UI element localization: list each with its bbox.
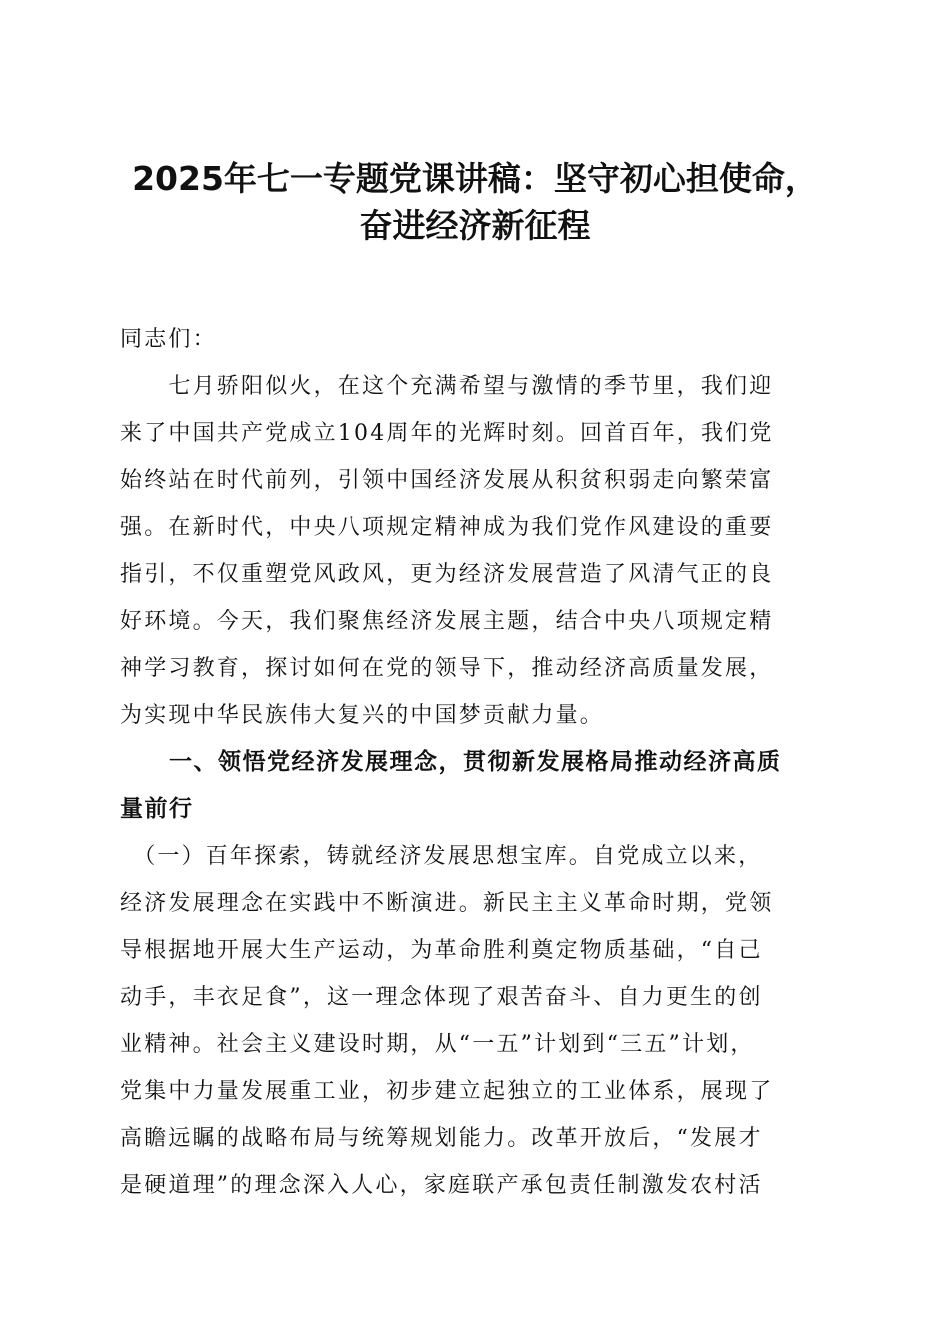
title-line-1: 2025年七一专题党课讲稿：坚守初心担使命， bbox=[132, 159, 818, 198]
document-title bbox=[110, 155, 840, 249]
section-heading-line: 一、领悟党经济发展理念，贯彻新发展格局推动经济高质 bbox=[120, 749, 782, 775]
subsection-paragraph bbox=[120, 833, 835, 1209]
section-heading-line: 量前行 bbox=[120, 796, 194, 822]
intro-line: 好环境。今天，我们聚焦经济发展主题，结合中央八项规定精 bbox=[120, 609, 774, 634]
subsection-line: 党集中力量发展重工业，初步建立起独立的工业体系，展现了 bbox=[120, 1079, 774, 1104]
intro-line: 来了中国共产党成立104周年的光辉时刻。回首百年，我们党 bbox=[120, 421, 774, 446]
intro-line: 七月骄阳似火，在这个充满希望与激情的季节里，我们迎 bbox=[120, 374, 774, 399]
subsection-line: 是硬道理”的理念深入人心，家庭联产承包责任制激发农村活 bbox=[120, 1173, 763, 1198]
subsection-line: （一）百年探索，铸就经济发展思想宝库。自党成立以来， bbox=[120, 844, 763, 869]
document-body bbox=[120, 316, 835, 1209]
subsection-line: 导根据地开展大生产运动，为革命胜利奠定物质基础，“自己 bbox=[120, 938, 763, 963]
intro-line: 为实现中华民族伟大复兴的中国梦贡献力量。 bbox=[120, 703, 605, 728]
subsection-line: 高瞻远瞩的战略布局与统筹规划能力。改革开放后，“发展才 bbox=[120, 1126, 763, 1151]
subsection-line: 动手，丰衣足食”，这一理念体现了艰苦奋斗、自力更生的创 bbox=[120, 985, 763, 1010]
section-heading bbox=[120, 739, 835, 833]
intro-line: 强。在新时代，中央八项规定精神成为我们党作风建设的重要 bbox=[120, 515, 774, 540]
subsection-line: 经济发展理念在实践中不断演进。新民主主义革命时期，党领 bbox=[120, 891, 774, 916]
subsection-line: 业精神。社会主义建设时期，从“一五”计划到“三五”计划， bbox=[120, 1032, 755, 1057]
intro-paragraph bbox=[120, 363, 835, 739]
intro-line: 始终站在时代前列，引领中国经济发展从积贫积弱走向繁荣富 bbox=[120, 468, 774, 493]
intro-line: 指引，不仅重塑党风政风，更为经济发展营造了风清气正的良 bbox=[120, 562, 774, 587]
title-line-2: 奋进经济新征程 bbox=[359, 206, 591, 245]
intro-line: 神学习教育，探讨如何在党的领导下，推动经济高质量发展， bbox=[120, 656, 774, 681]
salutation: 同志们： bbox=[120, 327, 217, 352]
